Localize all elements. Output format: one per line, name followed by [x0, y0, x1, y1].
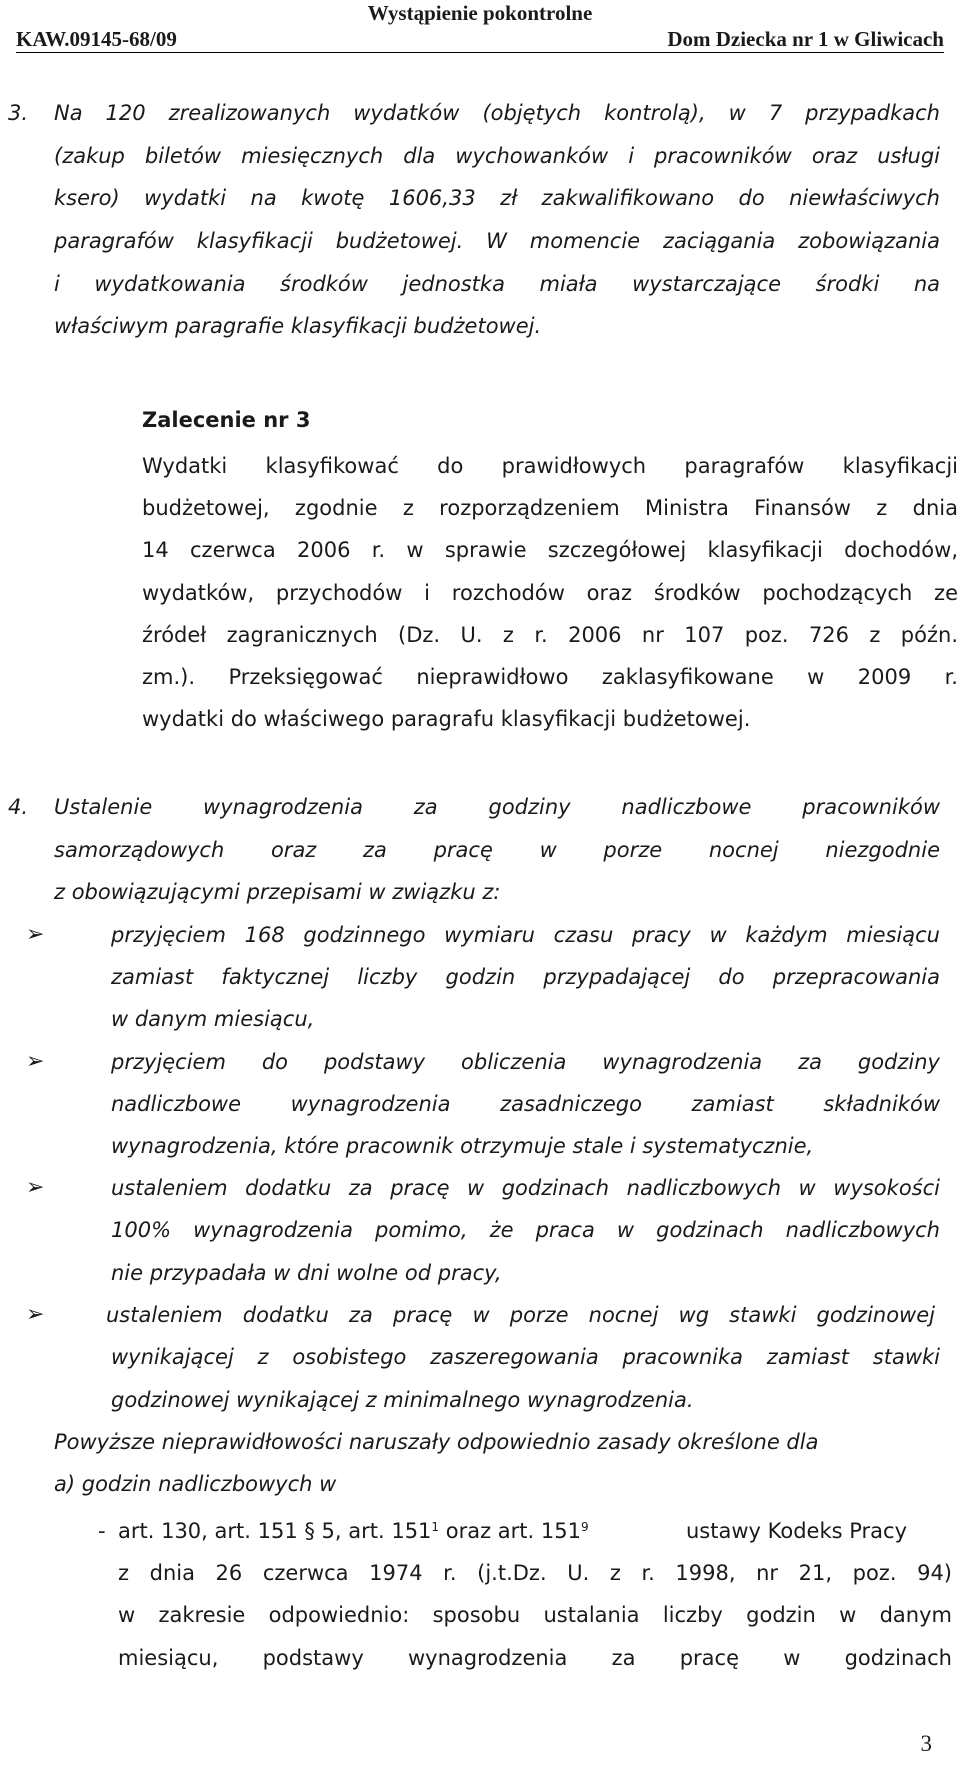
law-sup-1: 1 [431, 1520, 440, 1534]
law-sup-9: 9 [580, 1520, 589, 1534]
bullet-line: w danym miesiącu, [111, 1007, 315, 1031]
section-4-number: 4. [8, 795, 29, 819]
section-3-line: Na 120 zrealizowanych wydatków (objętych kontrolą), w 7 przypadkach [54, 101, 940, 125]
law-line: w zakresie odpowiednio: sposobu ustalania liczby godzin w danym [118, 1603, 952, 1627]
bullet-line: przyjęciem 168 godzinnego wymiaru czasu pracy w każdym miesiącu [111, 923, 940, 947]
law-dash: - [98, 1519, 106, 1543]
section-4-line: samorządowych oraz za pracę w porze nocnej niezgodnie [54, 838, 940, 862]
reference-number: KAW.09145-68/09 [16, 27, 177, 51]
recommendation-line: 14 czerwca 2006 r. w sprawie szczegółowej klasyfikacji dochodów, [142, 538, 958, 562]
bullet-line: przyjęciem do podstawy obliczenia wynagrodzenia za godziny [111, 1050, 940, 1074]
law-articles-start: art. 130, art. 151 § 5, art. 151 [118, 1519, 432, 1543]
law-articles [118, 1518, 589, 1544]
subpoint-a: a) godzin nadliczbowych w [54, 1472, 337, 1496]
section-3-line: i wydatkowania środków jednostka miała wystarczające środki na [54, 272, 940, 296]
section-3-number: 3. [8, 101, 29, 125]
section-3-line: właściwym paragrafie klasyfikacji budżetowej. [54, 314, 542, 338]
violations-intro: Powyższe nieprawidłowości naruszały odpowiednio zasady określone dla [54, 1430, 819, 1454]
law-line: miesiącu, podstawy wynagrodzenia za pracę w godzinach [118, 1646, 952, 1670]
section-3-line: ksero) wydatki na kwotę 1606,33 zł zakwalifikowano do niewłaściwych [54, 186, 940, 210]
law-line: z dnia 26 czerwca 1974 r. (j.t.Dz. U. z r. 1998, nr 21, poz. 94) [118, 1561, 952, 1585]
header-divider [16, 52, 944, 53]
bullet-line: wynagrodzenia, które pracownik otrzymuje stale i systematycznie, [111, 1134, 814, 1158]
bullet-line: ustaleniem dodatku za pracę w porze nocnej wg stawki godzinowej [106, 1303, 935, 1327]
law-act-name: ustawy Kodeks Pracy [686, 1519, 908, 1543]
recommendation-line: źródeł zagranicznych (Dz. U. z r. 2006 nr 107 poz. 726 z późn. [142, 623, 958, 647]
law-articles-mid: oraz art. 151 [439, 1519, 581, 1543]
arrow-bullet-icon: ➢ [26, 1175, 45, 1200]
section-3-line: (zakup biletów miesięcznych dla wychowanków i pracowników oraz usługi [54, 144, 940, 168]
arrow-bullet-icon: ➢ [26, 1049, 45, 1074]
arrow-bullet-icon: ➢ [26, 1302, 45, 1327]
document-title: Wystąpienie pokontrolne [367, 1, 593, 25]
arrow-bullet-icon: ➢ [26, 922, 45, 947]
bullet-line: 100% wynagrodzenia pomimo, że praca w godzinach nadliczbowych [111, 1218, 940, 1242]
bullet-line: ustaleniem dodatku za pracę w godzinach nadliczbowych w wysokości [111, 1176, 940, 1200]
recommendation-line: Wydatki klasyfikować do prawidłowych paragrafów klasyfikacji [142, 454, 958, 478]
bullet-line: godzinowej wynikającej z minimalnego wynagrodzenia. [111, 1388, 694, 1412]
section-3-line: paragrafów klasyfikacji budżetowej. W momencie zaciągania zobowiązania [54, 229, 940, 253]
bullet-line: nie przypadała w dni wolne od pracy, [111, 1261, 502, 1285]
recommendation-line: budżetowej, zgodnie z rozporządzeniem Ministra Finansów z dnia [142, 496, 958, 520]
recommendation-line: wydatki do właściwego paragrafu klasyfikacji budżetowej. [142, 707, 751, 731]
recommendation-line: zm.). Przeksięgować nieprawidłowo zaklasyfikowane w 2009 r. [142, 665, 958, 689]
unit-name: Dom Dziecka nr 1 w Gliwicach [667, 27, 944, 51]
bullet-line: nadliczbowe wynagrodzenia zasadniczego zamiast składników [111, 1092, 940, 1116]
bullet-line: wynikającej z osobistego zaszeregowania pracownika zamiast stawki [111, 1345, 940, 1369]
section-4-line: z obowiązującymi przepisami w związku z: [54, 880, 501, 904]
section-4-line: Ustalenie wynagrodzenia za godziny nadliczbowe pracowników [54, 795, 940, 819]
recommendation-title: Zalecenie nr 3 [142, 408, 311, 432]
recommendation-line: wydatków, przychodów i rozchodów oraz środków pochodzących ze [142, 581, 958, 605]
bullet-line: zamiast faktycznej liczby godzin przypadającej do przepracowania [111, 965, 940, 989]
page-number: 3 [920, 1731, 932, 1756]
